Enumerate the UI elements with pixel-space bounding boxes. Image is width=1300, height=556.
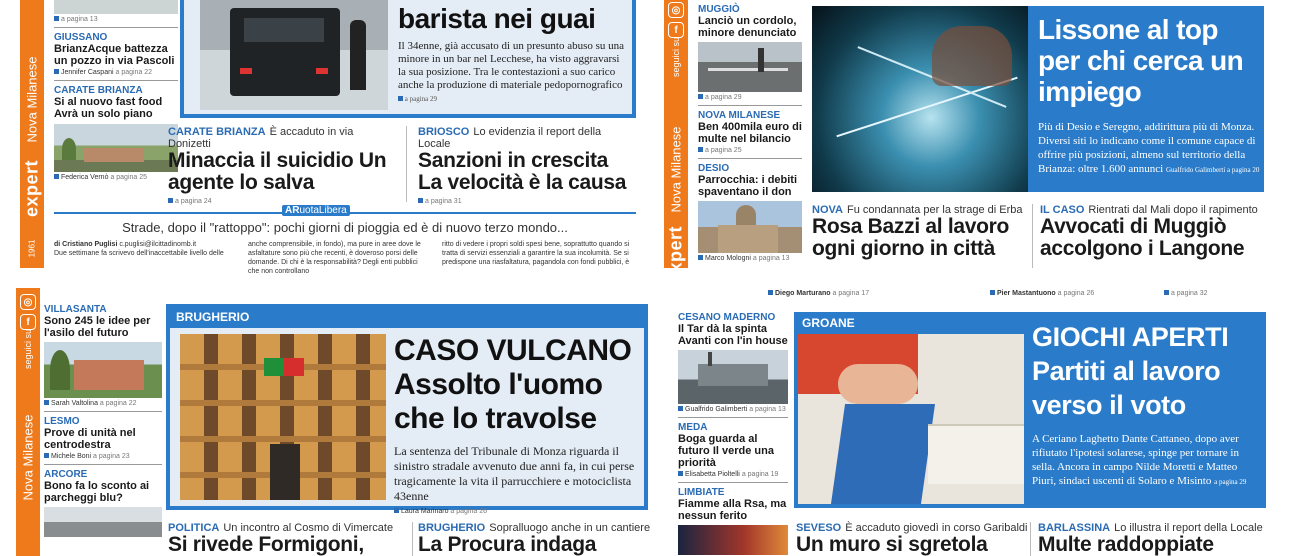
thumb-image <box>54 0 178 14</box>
story-headline[interactable]: La Procura indaga <box>418 533 597 556</box>
lead-photo <box>200 0 388 110</box>
side-place: MEDA <box>678 422 708 433</box>
facebook-icon: f <box>668 22 684 38</box>
side-headline[interactable]: Sono 245 le idee per l'asilo del futuro <box>44 315 151 339</box>
byline: Sarah Valtolina a pagina 22 <box>44 400 162 407</box>
byline: Laura Marinaro a pagina 26 <box>394 508 487 515</box>
side-place: VILLASANTA <box>44 304 107 315</box>
side-band <box>16 288 40 556</box>
side-photo <box>44 342 162 398</box>
front-page-quadrant-4 <box>664 288 1280 556</box>
byline: Gualfrido Galimberti a pagina 13 <box>678 406 788 413</box>
side-column <box>698 4 802 262</box>
paper-name: Nova Milanese <box>24 56 40 143</box>
story-headline[interactable]: Si rivede Formigoni, <box>168 533 364 556</box>
story-headline[interactable]: Minaccia il suicidio Un agente lo salva <box>168 149 387 194</box>
story-headline[interactable]: Un muro si sgretola <box>796 533 988 556</box>
brand-expert: expert <box>21 159 42 218</box>
column-logo: ARuotaLibera <box>282 205 350 216</box>
lead-headline[interactable]: GIOCHI APERTI Partiti al lavoro verso il voto <box>1032 322 1229 420</box>
byline: Jennifer Caspani a pagina 22 <box>54 69 178 76</box>
side-headline[interactable]: Bono fa lo sconto ai parcheggi blu? <box>44 480 150 504</box>
brand-expert: expert <box>665 225 686 284</box>
lead-body: A Ceriano Laghetto Dante Cattaneo, dopo aver rifiutato l'ipotesi solarese, spinge per tornare in sella. Ancora in campo Nilde Moretti e Matteo Piuri, sindaci uscenti di Solaro e Misinto a pagina 29 <box>1032 433 1247 487</box>
side-place: ARCORE <box>44 469 88 480</box>
side-place: CESANO MADERNO <box>678 312 776 323</box>
facebook-icon: f <box>20 314 36 330</box>
lead-headline[interactable]: CASO VULCANO Assolto l'uomo che lo travolse <box>394 334 632 435</box>
side-place: NOVA MILANESE <box>698 110 781 121</box>
social-label: seguici su <box>671 36 681 78</box>
side-place: DESIO <box>698 163 730 174</box>
bottom-story[interactable]: BRUGHERIO Sopralluogo anche in un cantiere La Procura indaga <box>418 522 651 556</box>
byline: a pagina 25 <box>698 147 802 154</box>
side-photo <box>44 507 162 537</box>
story-headline[interactable]: Sanzioni in crescita La velocità è la causa <box>418 149 627 194</box>
side-photo <box>698 201 802 253</box>
lead-headline[interactable]: Lissone al top per chi cerca un impiego <box>1038 14 1244 107</box>
lead-tag: GROANE <box>802 316 855 330</box>
side-column <box>54 0 178 181</box>
lead-box <box>1028 6 1264 192</box>
byline: Michele Boni a pagina 23 <box>44 453 162 460</box>
side-place: LIMBIATE <box>678 487 725 498</box>
side-photo <box>678 525 788 555</box>
front-page-quadrant-3 <box>16 288 651 556</box>
paper-name: Nova Milanese <box>668 126 684 213</box>
story-headline[interactable]: Rosa Bazzi al lavoro ogni giorno in città <box>812 215 1010 260</box>
byline: a pagina 13 <box>54 16 178 23</box>
lead-photo <box>812 6 1028 192</box>
story-headline[interactable]: Multe raddoppiate <box>1038 533 1214 556</box>
side-column <box>44 304 162 537</box>
bottom-story[interactable]: BRIOSCO Lo evidenzia il report della Locale Sanzioni in crescita La velocità è la causa a pagina 31 <box>418 126 636 205</box>
lead-tag: BRUGHERIO <box>176 310 250 324</box>
social-label: seguici su <box>23 328 33 370</box>
lead-body: Il 34enne, già accusato di un presunto abuso su una minore in un bar nel Lecchese, ha visto aggravarsi la sua posizione. Tra le contestazioni a suo carico anche la produzione di materiale pedopornografico a pagina 29 <box>398 40 625 103</box>
front-page-quadrant-2 <box>664 0 1280 284</box>
bottom-story[interactable]: IL CASO Rientrati dal Mali dopo il rapimento Avvocati di Muggiò accolgono i Langone <box>1040 204 1280 260</box>
lead-photo <box>180 334 386 500</box>
top-strip: Diego Marturano a pagina 17 Pier Mastantuono a pagina 26 a pagina 32 <box>664 288 1280 300</box>
bottom-story[interactable]: SEVESO È accaduto giovedì in corso Garibaldi Un muro si sgretola <box>796 522 1028 556</box>
side-place: LESMO <box>44 416 80 427</box>
lead-body: Più di Desio e Seregno, addirittura più di Monza. Diversi siti lo indicano come il comune capace di offrire più posizioni, almeno sul territorio della Brianza: oltre 1.600 annunci Gualfrido Galimberti a pagina 20 <box>1038 121 1260 175</box>
side-place: GIUSSANO <box>54 32 108 43</box>
founding-year: 1961 <box>27 239 37 258</box>
side-headline[interactable]: BrianzAcque battezza un pozzo in via Pascoli <box>54 43 175 67</box>
side-headline[interactable]: Parrocchia: i debiti spaventano il don <box>698 174 798 198</box>
lead-frame <box>794 312 1266 508</box>
side-place: MUGGIÒ <box>698 4 740 15</box>
paper-name: Nova Milanese <box>20 414 36 501</box>
lead-body: La sentenza del Tribunale di Monza riguarda il sinistro stradale avvenuto due anni fa, in cui perse tragicamente la vita il parrucchiere e motociclista 43enne <box>394 444 635 503</box>
side-photo <box>54 124 178 172</box>
story-headline[interactable]: Avvocati di Muggiò accolgono i Langone <box>1040 215 1245 260</box>
side-headline[interactable]: Il Tar dà la spinta Avanti con l'in house <box>678 323 788 347</box>
bottom-story[interactable]: BARLASSINA Lo illustra il report della Locale Multe raddoppiate <box>1038 522 1278 556</box>
side-headline[interactable]: Lanciò un cordolo, minore denunciato <box>698 15 797 39</box>
side-column <box>678 312 788 555</box>
side-band <box>664 0 688 284</box>
side-place: CARATE BRIANZA <box>54 85 143 96</box>
side-headline[interactable]: Ben 400mila euro di multe nel bilancio <box>698 121 802 145</box>
lead-frame <box>180 0 636 118</box>
front-page-quadrant-1 <box>20 0 646 275</box>
bottom-story[interactable]: POLITICA Un incontro al Cosmo di Vimercate Si rivede Formigoni, <box>168 522 410 556</box>
byline: a pagina 29 <box>698 94 802 101</box>
side-photo <box>698 42 802 92</box>
instagram-icon: ◎ <box>668 2 684 18</box>
side-headline[interactable]: Prove di unità nel centrodestra <box>44 427 136 451</box>
byline: Federica Vernò a pagina 25 <box>54 174 178 181</box>
side-headline[interactable]: Fiamme alla Rsa, ma nessun ferito <box>678 498 787 522</box>
side-headline[interactable]: Boga guarda al futuro Il verde una priorità <box>678 433 774 469</box>
lead-headline[interactable]: barista nei guai <box>398 3 596 34</box>
bottom-story[interactable]: NOVA Fu condannata per la strage di Erba Rosa Bazzi al lavoro ogni giorno in città <box>812 204 1028 260</box>
side-photo <box>678 350 788 404</box>
side-headline[interactable]: Si al nuovo fast food Avrà un solo piano <box>54 96 163 120</box>
column-body: di Cristiano Puglisi c.puglisi@ilcittadinomb.it Due settimane fa scrivevo dell'inaccettabile livello delle anche comprensibile, in fondo), ma pure in aree dove le asfaltature sono più che recenti, è doveroso porsi delle domande. Di chi è la responsabilità? Degli enti pubblici che non controllano ritto di vedere i propri soldi spesi bene, soprattutto quando si tratta di servizi essenziali a garantire la sua incolumità. Se si predispone una riasfaltatura, pagandola con fondi pubblici, è <box>54 241 630 275</box>
byline: Elisabetta Pioltelli a pagina 19 <box>678 471 788 478</box>
column-title[interactable]: Strade, dopo il "rattoppo": pochi giorni di pioggia ed è di nuovo terzo mondo... <box>122 220 568 235</box>
side-band <box>20 0 44 268</box>
instagram-icon: ◎ <box>20 294 36 310</box>
bottom-story[interactable]: CARATE BRIANZA È accaduto in via Donizetti Minaccia il suicidio Un agente lo salva a pagina 24 <box>168 126 394 205</box>
lead-photo <box>798 334 1024 504</box>
lead-frame <box>166 304 648 515</box>
byline: Marco Mologni a pagina 13 <box>698 255 802 262</box>
